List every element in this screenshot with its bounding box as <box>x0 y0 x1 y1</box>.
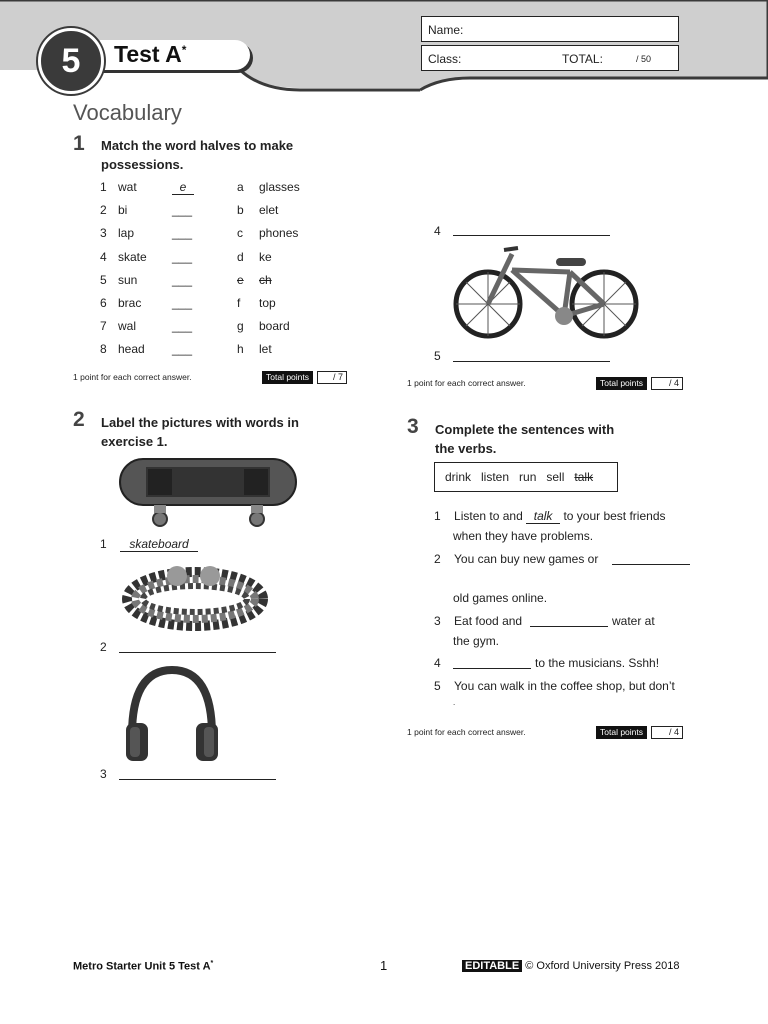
exercise-3-number: 3 <box>407 415 419 438</box>
match-row <box>100 203 340 219</box>
word-talk: talk <box>574 470 594 484</box>
test-title: Test A* <box>114 41 187 67</box>
match-letter: g <box>237 319 244 334</box>
match-number: 7 <box>100 319 107 334</box>
sentence-1-cont: when they have problems. <box>453 529 594 543</box>
ex2-item-4: 4 <box>434 224 441 238</box>
bicycle-image <box>452 244 642 344</box>
match-letter: e <box>237 272 244 287</box>
sentence-2-blank[interactable] <box>612 564 690 565</box>
ex2-answer-3[interactable] <box>119 779 276 780</box>
match-answer[interactable]: ___ <box>172 226 193 241</box>
ex1-points-note: 1 point for each correct answer. <box>73 372 192 382</box>
ex2-answer-5[interactable] <box>453 361 610 362</box>
sentence-2: 2 You can buy new games or <box>434 552 599 566</box>
match-number: 8 <box>100 342 107 357</box>
word-drink: drink <box>445 470 472 484</box>
match-row <box>100 319 340 335</box>
exercise-2-instruction: Label the pictures with words in exercise 1. <box>101 415 299 449</box>
match-ending: phones <box>259 226 299 241</box>
match-letter: f <box>237 296 241 310</box>
headphones-image <box>122 665 222 765</box>
match-row <box>100 296 340 312</box>
match-ending: board <box>259 319 290 334</box>
word-listen: listen <box>481 470 510 484</box>
sentence-3-cont: the gym. <box>453 634 500 648</box>
exercise-1-instruction: Match the word halves to make possessions. <box>101 138 294 172</box>
match-word: wal <box>118 319 137 334</box>
ex2-item-2: 2 <box>100 640 107 654</box>
sentence-4: 4 <box>434 656 441 670</box>
exercise-1-number: 1 <box>73 132 85 155</box>
total-value: / 50 <box>636 54 652 64</box>
match-ending: elet <box>259 203 279 218</box>
section-title: Vocabulary <box>73 100 182 125</box>
sentence-1-answer[interactable]: talk <box>526 509 560 524</box>
match-answer[interactable]: ___ <box>172 249 193 264</box>
match-word: sun <box>118 272 138 287</box>
match-ending: ch <box>259 272 272 287</box>
name-field[interactable] <box>421 16 679 42</box>
match-row <box>100 180 340 196</box>
match-ending: glasses <box>259 180 300 194</box>
ex2-item-1: 1 skateboard <box>100 537 198 552</box>
sentence-5: 5 You can walk in the coffee shop, but don’t <box>434 679 675 693</box>
sentence-4-blank[interactable] <box>453 668 531 669</box>
match-letter: c <box>237 226 243 241</box>
match-word: brac <box>118 296 142 310</box>
ex3-points-note: 1 point for each correct answer. <box>407 727 526 737</box>
ex2-answer-1[interactable]: skateboard <box>120 537 198 552</box>
match-answer[interactable]: e <box>172 180 194 195</box>
sentence-1: 1 Listen to and talk to your best friends <box>434 509 666 523</box>
match-answer[interactable]: ___ <box>172 272 193 287</box>
class-field[interactable] <box>421 45 679 71</box>
word-box <box>434 462 618 492</box>
ex2-item-5: 5 <box>434 349 441 363</box>
match-letter: d <box>237 249 244 264</box>
ex2-answer-2[interactable] <box>119 652 276 653</box>
ex1-total-points: Total points / 7 <box>262 371 347 384</box>
ex2-points-note: 1 point for each correct answer. <box>407 378 526 388</box>
sentence-4-cont: to the musicians. Sshh! <box>535 656 660 670</box>
match-row <box>100 250 340 266</box>
match-answer[interactable]: ___ <box>172 342 193 357</box>
total-label: TOTAL: <box>562 52 603 66</box>
word-run: run <box>519 470 537 484</box>
match-number: 2 <box>100 203 107 218</box>
word-sell: sell <box>546 470 565 484</box>
match-word: head <box>118 342 145 357</box>
match-word: lap <box>118 226 135 241</box>
sentence-3-mid: water at <box>612 614 655 628</box>
sentence-2-cont: old games online. <box>453 591 548 605</box>
match-answer[interactable]: ___ <box>172 296 193 310</box>
footer-right: EDITABLE © Oxford University Press 2018 <box>462 960 679 972</box>
sentence-3-blank[interactable] <box>530 626 608 627</box>
skateboard-image <box>118 457 298 529</box>
unit-number-badge: 5 <box>38 28 104 94</box>
match-number: 5 <box>100 272 107 287</box>
bracelet-image <box>120 563 270 635</box>
match-row <box>100 273 340 289</box>
match-answer[interactable]: ___ <box>172 319 193 334</box>
match-letter: a <box>237 180 244 194</box>
match-letter: b <box>237 203 244 218</box>
exercise-3-instruction: Complete the sentences with the verbs. <box>435 422 615 456</box>
match-word: wat <box>118 180 137 194</box>
match-number: 6 <box>100 296 107 310</box>
ex2-answer-4[interactable] <box>453 235 610 236</box>
match-number: 1 <box>100 180 107 194</box>
match-letter: h <box>237 342 244 357</box>
class-label: Class: <box>428 52 462 66</box>
match-word: bi <box>118 203 128 218</box>
exercise-2-number: 2 <box>73 408 85 431</box>
match-number: 3 <box>100 226 107 241</box>
name-label: Name: <box>428 23 464 37</box>
editable-badge: EDITABLE <box>462 960 522 972</box>
match-answer[interactable]: ___ <box>172 203 193 218</box>
match-word: skate <box>118 249 147 264</box>
sentence-3: 3 Eat food and <box>434 614 523 628</box>
match-row <box>100 226 340 242</box>
match-ending: top <box>259 296 276 310</box>
match-ending: let <box>259 342 272 357</box>
match-ending: ke <box>259 249 272 264</box>
ex3-total-points: Total points / 4 <box>596 726 683 739</box>
match-number: 4 <box>100 249 107 264</box>
page-number: 1 <box>380 958 388 973</box>
match-row <box>100 342 340 358</box>
ex2-item-3: 3 <box>100 767 107 781</box>
ex2-total-points: Total points / 4 <box>596 377 683 390</box>
sentence-5-cont: . <box>453 698 456 707</box>
footer-left: Metro Starter Unit 5 Test A* <box>73 960 214 973</box>
